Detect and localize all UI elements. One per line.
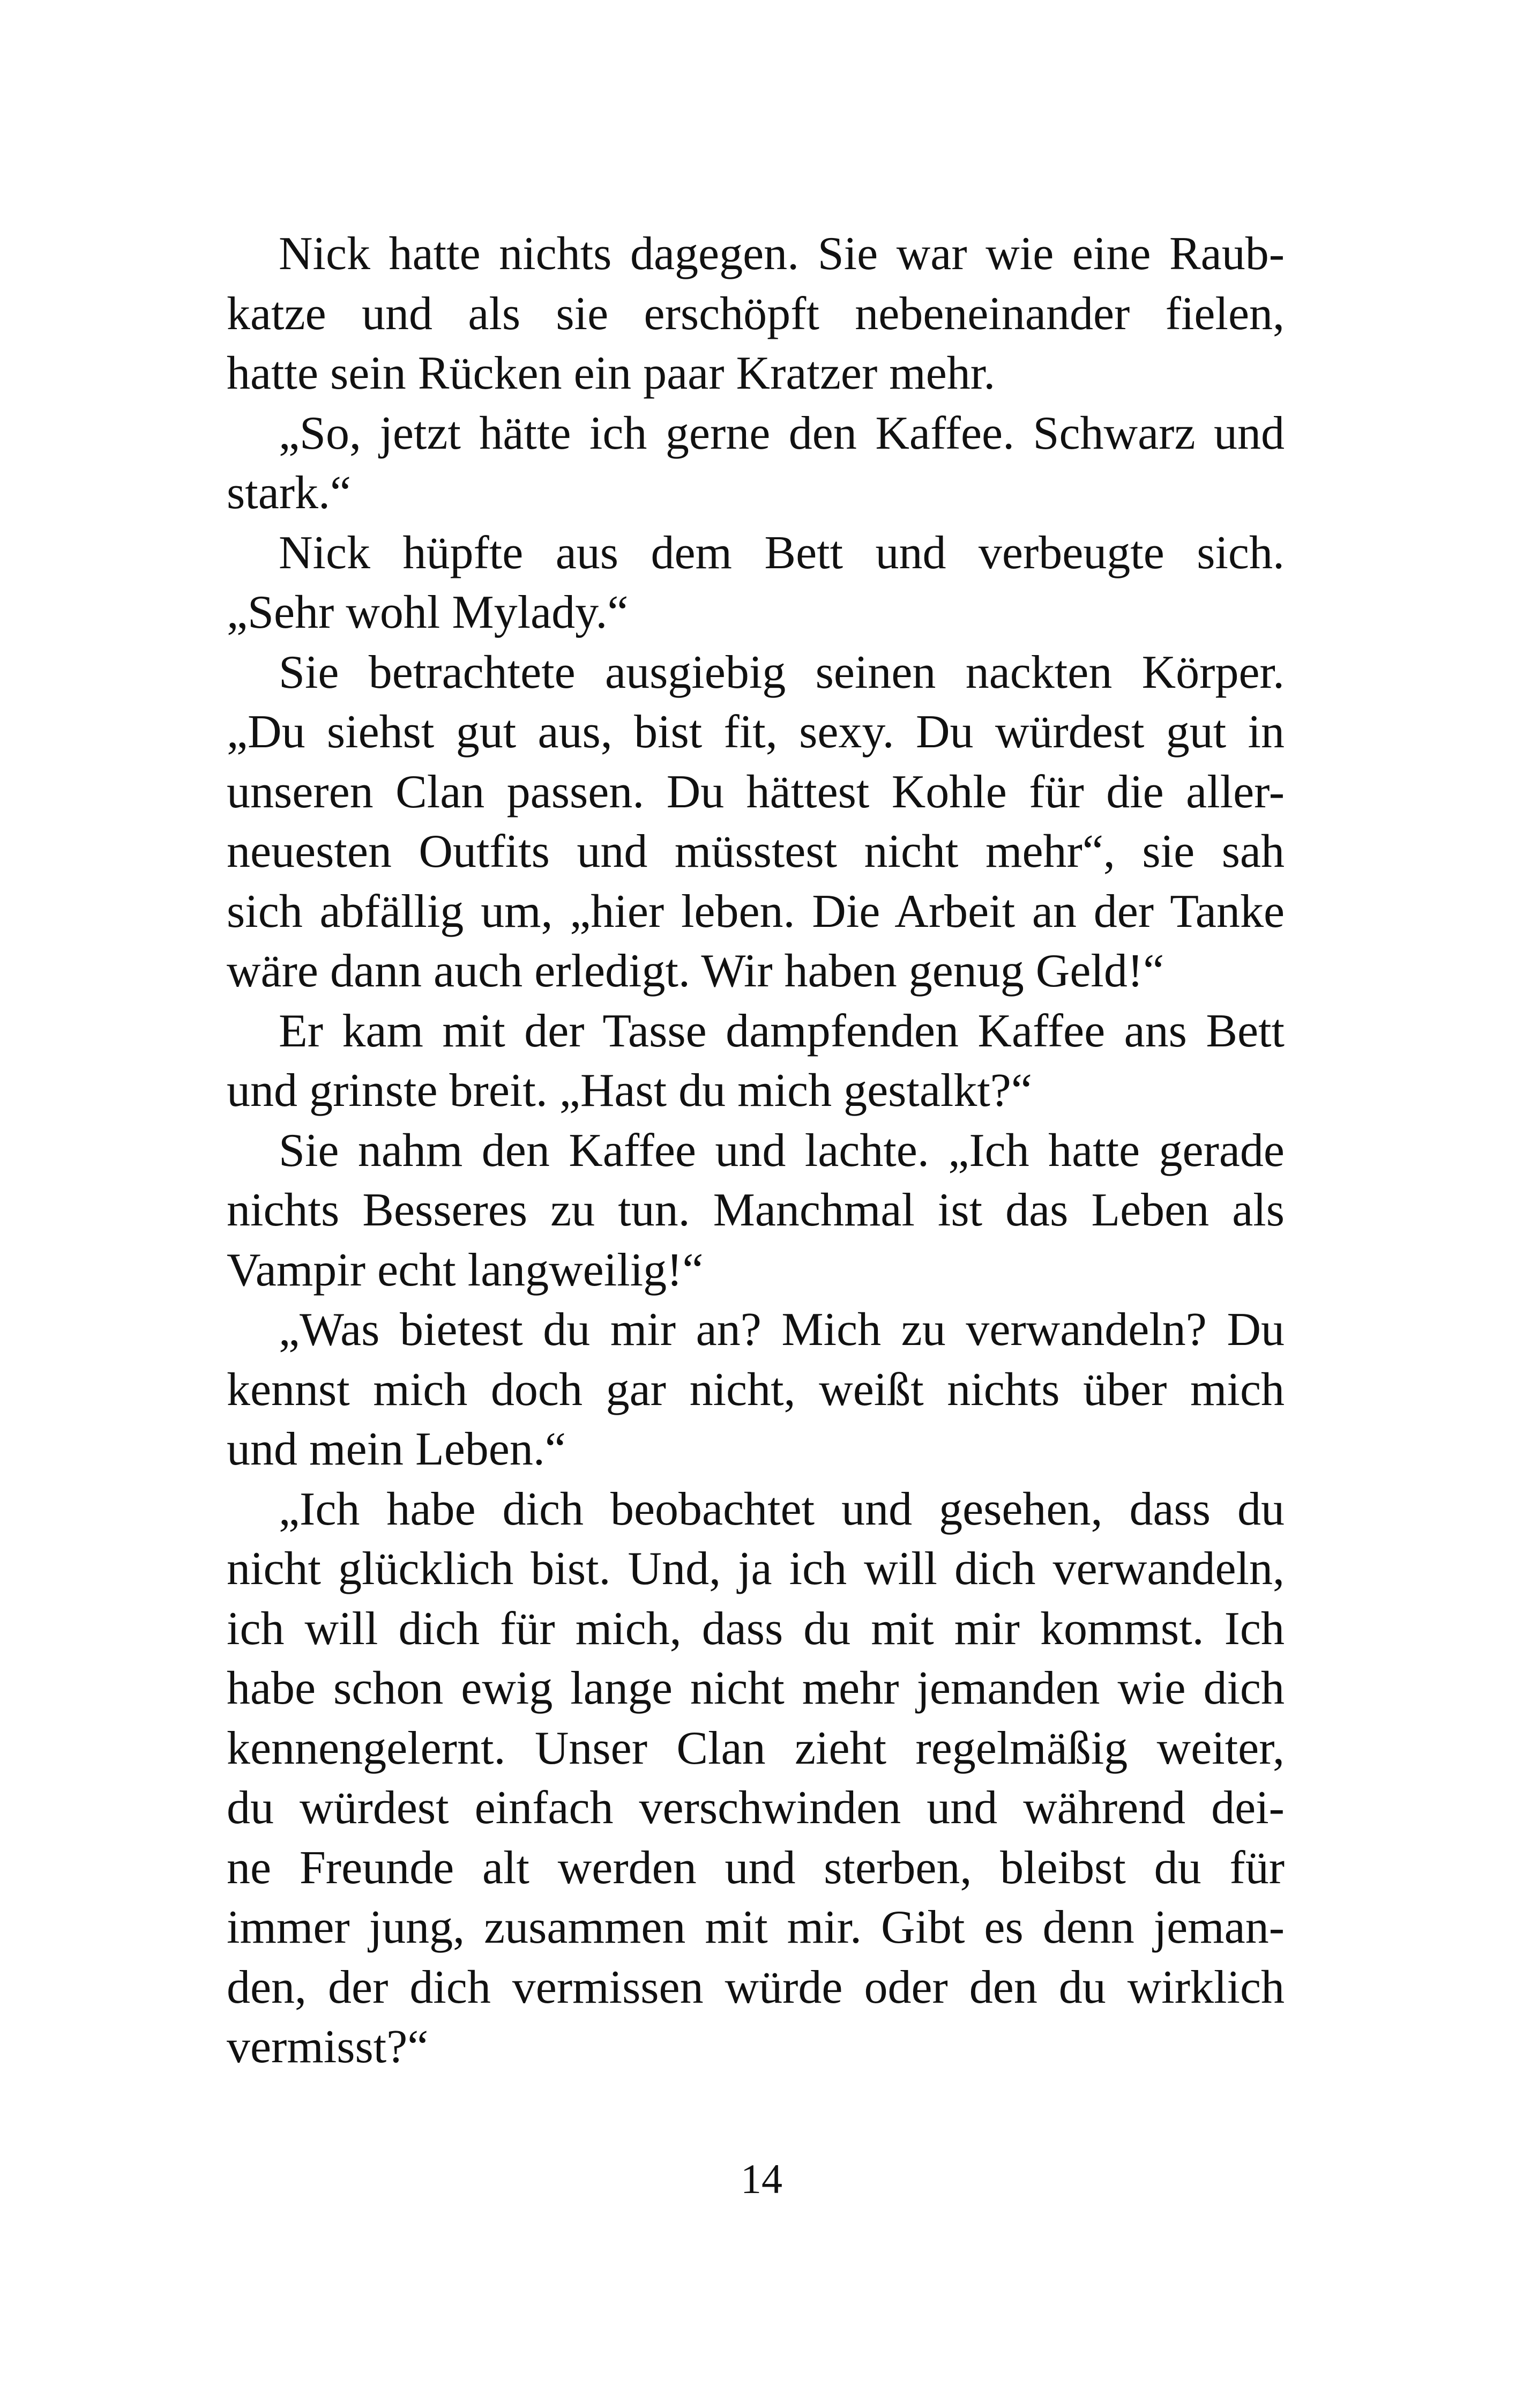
text-line: Sie betrachtete ausgiebig seinen nackten Körper.: [279, 646, 1285, 698]
text-line: wäre dann auch erledigt. Wir haben genug Geld!“: [227, 945, 1164, 997]
text-line: „So, jetzt hätte ich gerne den Kaffee. Schwarz und: [279, 407, 1285, 459]
text-line: „Sehr wohl Mylady.“: [227, 586, 629, 638]
text-line: Nick hüpfte aus dem Bett und verbeugte sich.: [279, 526, 1285, 579]
text-line: Sie nahm den Kaffee und lachte. „Ich hatte gerade: [279, 1124, 1285, 1177]
text-line: nicht glücklich bist. Und, ja ich will dich verwandeln,: [227, 1543, 1285, 1595]
text-line: unseren Clan passen. Du hättest Kohle für die aller-: [227, 765, 1285, 818]
text-line: nichts Besseres zu tun. Manchmal ist das Leben als: [227, 1184, 1285, 1236]
text-line: hatte sein Rücken ein paar Kratzer mehr.: [227, 347, 996, 399]
text-line: und mein Leben.“: [227, 1423, 566, 1475]
page-number: 14: [741, 2156, 782, 2202]
text-line: sich abfällig um, „hier leben. Die Arbeit an der Tanke: [227, 885, 1285, 938]
text-line: Er kam mit der Tasse dampfenden Kaffee ans Bett: [279, 1005, 1285, 1057]
text-line: kennengelernt. Unser Clan zieht regelmäßig weiter,: [227, 1722, 1285, 1774]
text-line: habe schon ewig lange nicht mehr jemanden wie dich: [227, 1662, 1285, 1714]
text-line: den, der dich vermissen würde oder den du wirklich: [227, 1961, 1285, 2013]
text-line: und grinste breit. „Hast du mich gestalkt?“: [227, 1065, 1032, 1117]
text-line: du würdest einfach verschwinden und während dei-: [227, 1782, 1285, 1834]
text-line: „Ich habe dich beobachtet und gesehen, dass du: [279, 1483, 1285, 1535]
text-line: vermisst?“: [227, 2021, 429, 2073]
text-line: Nick hatte nichts dagegen. Sie war wie eine Raub-: [279, 228, 1285, 280]
text-line: kennst mich doch gar nicht, weißt nichts über mich: [227, 1363, 1285, 1416]
text-line: neuesten Outfits und müsstest nicht mehr“, sie sah: [227, 826, 1285, 878]
body-text: [227, 224, 1285, 2077]
text-line: „Du siehst gut aus, bist fit, sexy. Du würdest gut in: [227, 706, 1285, 758]
text-line: stark.“: [227, 467, 352, 519]
text-line: ich will dich für mich, dass du mit mir kommst. Ich: [227, 1602, 1285, 1655]
text-line: Vampir echt langweilig!“: [227, 1244, 704, 1296]
text-line: immer jung, zusammen mit mir. Gibt es denn jeman-: [227, 1901, 1285, 1953]
text-line: „Was bietest du mir an? Mich zu verwandeln? Du: [279, 1304, 1285, 1356]
text-line: katze und als sie erschöpft nebeneinander fielen,: [227, 287, 1285, 340]
text-line: ne Freunde alt werden und sterben, bleibst du für: [227, 1841, 1285, 1894]
